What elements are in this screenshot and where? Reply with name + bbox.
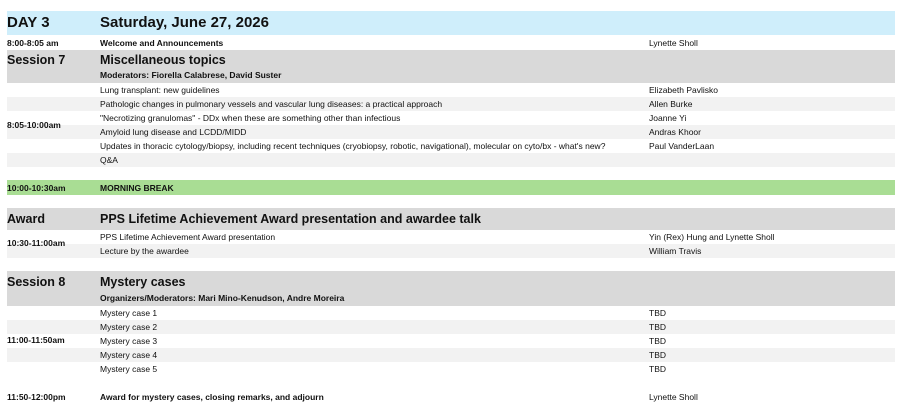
welcome-speaker: Lynette Sholl (649, 38, 698, 48)
closing-time: 11:50-12:00pm (7, 392, 66, 402)
table-row: Lung transplant: new guidelines (100, 85, 220, 95)
break-time: 10:00-10:30am (7, 183, 66, 193)
talk-speaker: William Travis (649, 246, 702, 256)
talk-speaker: Paul VanderLaan (649, 141, 715, 151)
case-speaker: TBD (649, 308, 666, 318)
session8-organizers: Organizers/Moderators: Mari Mino-Kenudson, Andre Moreira (100, 293, 345, 303)
award-title: PPS Lifetime Achievement Award presentation and awardee talk (100, 212, 481, 226)
table-row: Mystery case 1 (100, 308, 158, 318)
talk-speaker: Yin (Rex) Hung and Lynette Sholl (649, 232, 775, 242)
award-time: 10:30-11:00am (7, 238, 66, 248)
table-row: Mystery case 2 (100, 322, 158, 332)
session7-moderators: Moderators: Fiorella Calabrese, David Suster (100, 70, 282, 80)
table-row: Pathologic changes in pulmonary vessels and vascular lung diseases: a practical approach (100, 99, 443, 109)
award-label: Award (7, 212, 45, 226)
session8-time: 11:00-11:50am (7, 335, 65, 345)
case-speaker: TBD (649, 322, 666, 332)
talk-speaker: Elizabeth Pavlisko (649, 85, 718, 95)
welcome-time: 8:00-8:05 am (7, 38, 59, 48)
table-row: Mystery case 5 (100, 364, 158, 374)
talk-speaker: Allen Burke (649, 99, 693, 109)
break-title: MORNING BREAK (100, 183, 174, 193)
day-label: DAY 3 (7, 14, 50, 31)
talk-speaker: Andras Khoor (649, 127, 701, 137)
session8-title: Mystery cases (100, 275, 186, 289)
case-speaker: TBD (649, 364, 666, 374)
table-row: "Necrotizing granulomas" - DDx when these are something other than infectious (100, 113, 401, 123)
session8-label: Session 8 (7, 275, 66, 289)
table-row: Mystery case 4 (100, 350, 158, 360)
session7-label: Session 7 (7, 53, 66, 67)
talk-speaker: Joanne Yi (649, 113, 687, 123)
closing-title: Award for mystery cases, closing remarks, and adjourn (100, 392, 324, 402)
table-row: Updates in thoracic cytology/biopsy, including recent techniques (cryobiopsy, robotic, navigational), molecular on cyto/bx - what's new? (100, 141, 606, 151)
closing-speaker: Lynette Sholl (649, 392, 698, 402)
welcome-title: Welcome and Announcements (100, 38, 224, 48)
table-row: Mystery case 3 (100, 336, 158, 346)
table-row: Q&A (100, 155, 118, 165)
table-row: Lecture by the awardee (100, 246, 189, 256)
session7-title: Miscellaneous topics (100, 53, 226, 67)
table-row: Amyloid lung disease and LCDD/MIDD (100, 127, 247, 137)
case-speaker: TBD (649, 336, 666, 346)
table-row: PPS Lifetime Achievement Award presentation (100, 232, 276, 242)
case-speaker: TBD (649, 350, 666, 360)
day-date: Saturday, June 27, 2026 (100, 14, 269, 31)
session7-time: 8:05-10:00am (7, 120, 61, 130)
